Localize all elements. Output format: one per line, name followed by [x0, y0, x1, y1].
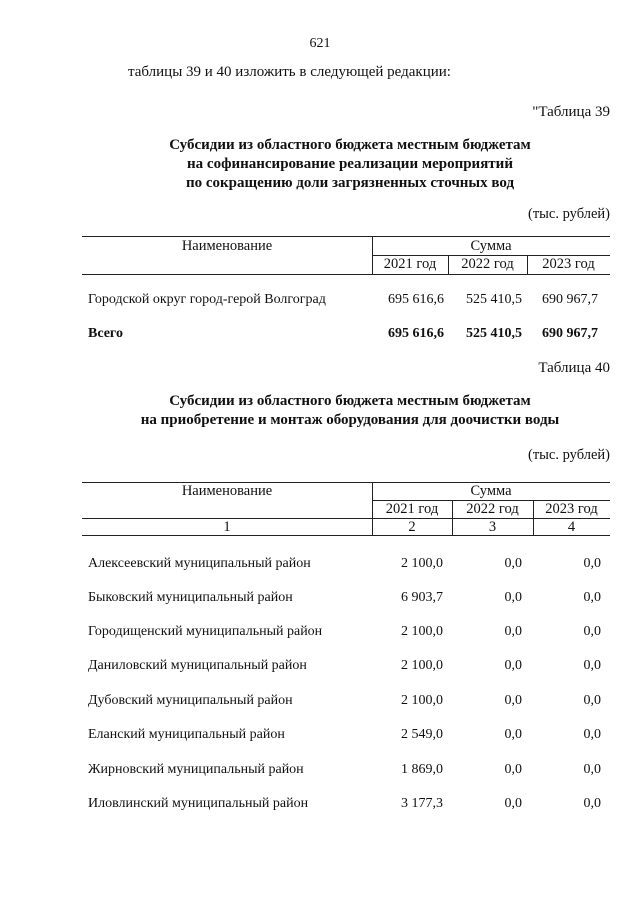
table39-header-bottom-rule — [82, 274, 610, 275]
page-number: 621 — [309, 36, 331, 51]
row-value: 0,0 — [504, 624, 522, 639]
row-value: 0,0 — [583, 693, 601, 708]
row-value: 2 100,0 — [401, 624, 443, 639]
row-value: 695 616,6 — [388, 292, 444, 307]
table39-header-name: Наименование — [181, 238, 273, 254]
table40-header-year: 2022 год — [466, 501, 519, 517]
table39-units: (тыс. рублей) — [528, 206, 610, 222]
table40-header-year: 2021 год — [385, 501, 439, 517]
row-value: 6 903,7 — [401, 590, 443, 605]
row-name: Быковский муниципальный район — [88, 590, 293, 605]
table40-title-line-1: Субсидии из областного бюджета местным бюджетам — [169, 393, 531, 409]
row-value: 0,0 — [504, 590, 522, 605]
row-value: 0,0 — [583, 556, 601, 571]
row-name: Иловлинский муниципальный район — [88, 796, 309, 811]
total-label: Всего — [88, 326, 123, 341]
row-value: 0,0 — [583, 658, 601, 673]
row-name: Даниловский муниципальный район — [88, 658, 307, 673]
row-value: 690 967,7 — [542, 292, 598, 307]
row-name: Дубовский муниципальный район — [88, 693, 293, 708]
row-value: 0,0 — [583, 590, 601, 605]
table40-col-number: 3 — [488, 519, 497, 535]
total-value: 525 410,5 — [466, 326, 522, 341]
table39-label: "Таблица 39 — [532, 104, 610, 120]
row-value: 0,0 — [504, 658, 522, 673]
table40-col-number: 1 — [223, 519, 231, 535]
row-value: 2 100,0 — [401, 693, 443, 708]
row-value: 0,0 — [504, 556, 522, 571]
table39-header-sum: Сумма — [470, 238, 512, 254]
table39-title-line-2: на софинансирование реализации мероприятий — [187, 156, 513, 172]
row-name: Жирновский муниципальный район — [88, 762, 304, 777]
row-name: Алексеевский муниципальный район — [88, 556, 311, 571]
row-value: 0,0 — [504, 796, 522, 811]
table40-header-year: 2023 год — [545, 501, 598, 517]
row-value: 0,0 — [504, 727, 522, 742]
row-value: 525 410,5 — [466, 292, 522, 307]
row-value: 0,0 — [583, 796, 601, 811]
table40-header-sum: Сумма — [470, 483, 512, 499]
table40-header-name: Наименование — [181, 483, 273, 499]
row-value: 1 869,0 — [401, 762, 443, 777]
row-value: 0,0 — [583, 624, 601, 639]
row-value: 3 177,3 — [401, 796, 443, 811]
table39-header-year: 2023 год — [542, 256, 595, 272]
table39-title-line-3: по сокращению доли загрязненных сточных вод — [185, 175, 515, 191]
table40-title-line-2: на приобретение и монтаж оборудования для доочистки воды — [140, 412, 560, 428]
table39-title-line-1: Субсидии из областного бюджета местным бюджетам — [169, 137, 531, 153]
row-value: 0,0 — [583, 727, 601, 742]
row-name: Городской округ город-герой Волгоград — [88, 292, 326, 307]
table39-header-year: 2022 год — [461, 256, 514, 272]
table40-col-number: 2 — [408, 519, 416, 535]
row-value: 0,0 — [583, 762, 601, 777]
intro-text: таблицы 39 и 40 изложить в следующей редакции: — [128, 64, 451, 80]
row-value: 2 100,0 — [401, 658, 443, 673]
row-value: 0,0 — [504, 693, 522, 708]
table40-label: Таблица 40 — [538, 360, 610, 376]
total-value: 690 967,7 — [542, 326, 598, 341]
row-name: Городищенский муниципальный район — [88, 624, 323, 639]
row-value: 2 100,0 — [401, 556, 443, 571]
table39-header-year: 2021 год — [383, 256, 437, 272]
row-value: 0,0 — [504, 762, 522, 777]
row-value: 2 549,0 — [401, 727, 443, 742]
total-value: 695 616,6 — [388, 326, 444, 341]
table39-top-rule — [82, 236, 610, 237]
table40-col-number: 4 — [567, 519, 576, 535]
row-name: Еланский муниципальный район — [88, 727, 285, 742]
table40-units: (тыс. рублей) — [528, 447, 610, 463]
